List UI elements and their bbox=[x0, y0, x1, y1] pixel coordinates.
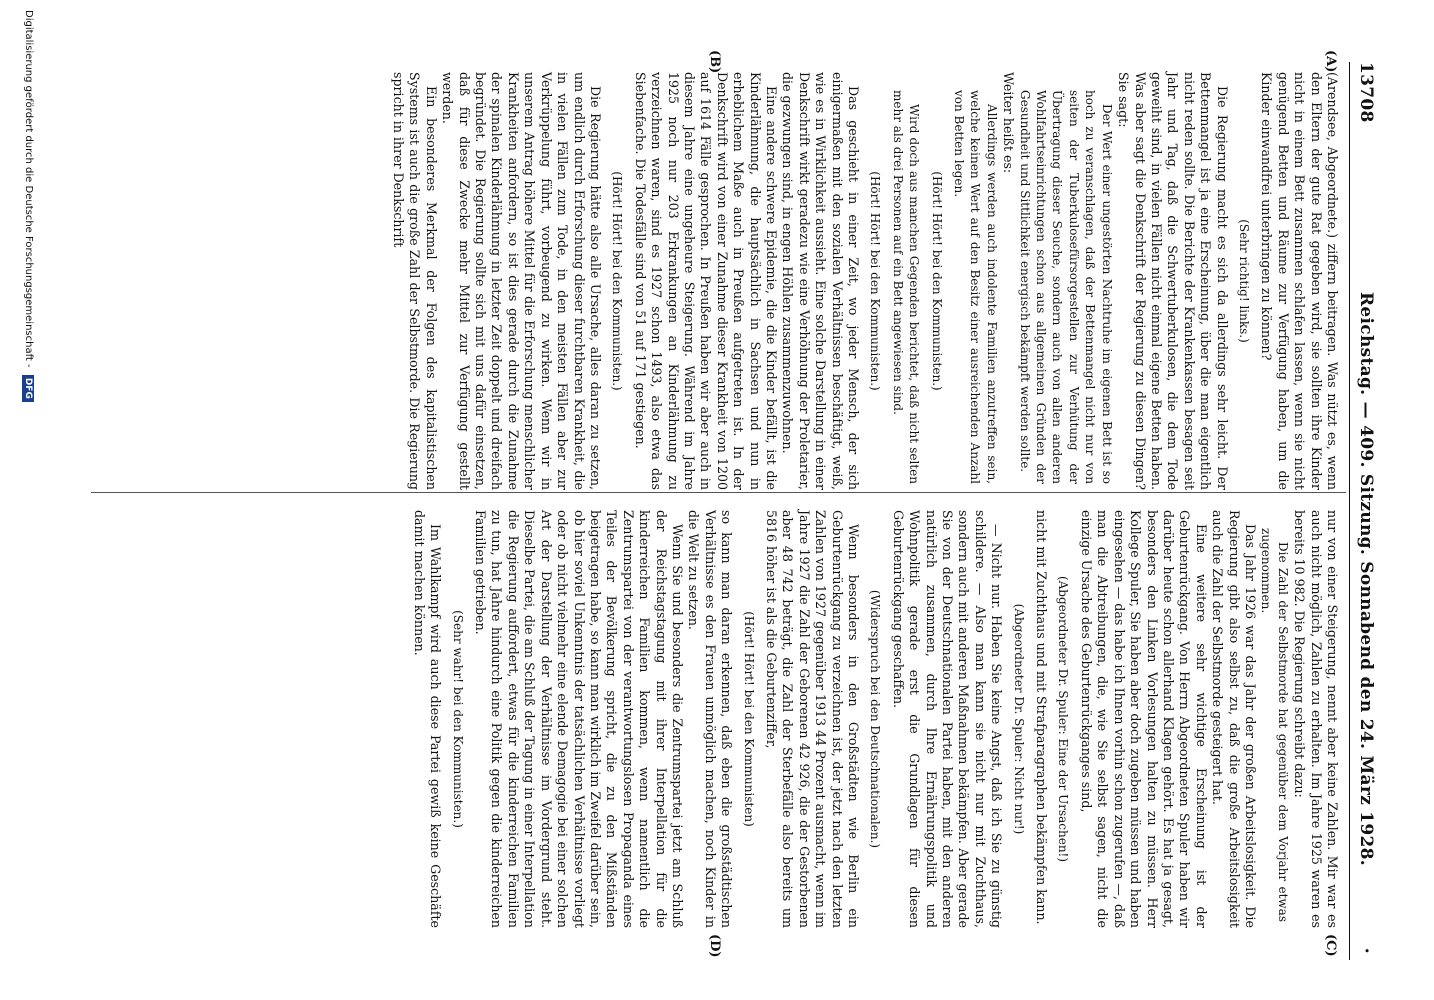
right-column bbox=[410, 510, 1340, 928]
interjection: (Abgeordneter Dr. Spuler: Nicht nur!) bbox=[1011, 603, 1026, 835]
paragraph: Ein besonderes Merkmal der Folgen des kapitalistischen Systems ist auch die große Zahl der Selbstmorde. Die Regierung spricht in ihrer Denkschrift bbox=[391, 72, 439, 490]
paragraph: Wenn Sie und besonders die Zentrumspartei jetzt am Schluß der Reichstagstagung mit ihrer Interpellation für die kinderreichen Familien kommen, wenn namentlich die Zentrumspartei von der verantwortungslosen Propaganda eines Teiles der Bevölkerung spricht, die zu den Mißständen beigetragen habe, so kann man wirklich im Zweifel darüber sein, ob hier soviel Unkenntnis der tatsächlichen Verhältnisse vorliegt oder ob nicht vielmehr eine elende Demagogie bei einer solchen Art der Darstellung der Verhältnisse im Vordergrund steht. Dieselbe Partei, die am Schluß der Tagung in einer Interpellation die Regierung auffordert, etwas für die kinderreichen Familien zu tun, hat Jahre hindurch eine Politik gegen die kinderreichen Familien getrieben. bbox=[473, 510, 685, 928]
header-dot: · bbox=[1356, 947, 1376, 954]
left-column bbox=[390, 72, 1340, 490]
interjection: (Sehr wahr! bei den Kommunisten.) bbox=[450, 610, 465, 828]
interjection: (Abgeordneter Dr. Spuler: Eine der Ursachen!) bbox=[1056, 575, 1071, 863]
column-divider bbox=[91, 492, 1346, 493]
page-header bbox=[1348, 62, 1384, 960]
margin-marker-b: (B) bbox=[707, 50, 722, 74]
paragraph: Wenn besonders in den Großstädten wie Berlin ein Geburtenrückgang zu verzeichnen ist, der jetzt nach den letzten Zahlen von 1927 gegenüber 1913 44 Prozent ausmacht, wenn im Jahre 1927 die Zahl der Geborenen 42 926, die der Gestorbenen aber 48 742 beträgt, die Zahl der Sterbefälle also bereits um 5816 höher ist als die Geburtenziffer, bbox=[764, 510, 862, 928]
paragraph: Das Jahr 1926 war das Jahr der großen Arbeitslosigkeit. Die Regierung gibt also selbst zu, daß die große Arbeitslosigkeit auch die Zahl der Selbstmorde gesteigert hat. bbox=[1210, 510, 1258, 928]
interjection: (Hört! Hört! bei den Kommunisten.) bbox=[868, 171, 883, 391]
paragraph: Die Regierung macht es sich da allerdings sehr leicht. Der Bettenmangel ist ja eine Erscheinung, über die man eigentlich nicht reden sollte. Die Berichte der Krankenkassen besagen seit Jahr und Tag, daß die Schwertuberkulosen, die dem Tode geweiht sind, in vielen Fällen nicht einmal eigene Betten haben. Was aber sagt die Denkschrift der Regierung zu diesen Dingen? Sie sagt: bbox=[1116, 72, 1230, 490]
quoted-passage: Wird doch aus manchen Gegenden berichtet, daß nicht selten mehr als drei Personen auf ein Bett angewiesen sind. bbox=[890, 90, 922, 484]
quoted-passage: Allerdings werden auch indolente Familien anzutreffen sein, welche keinen Wert auf den Besitz einer ausreichenden Anzahl von Betten legen. bbox=[952, 90, 999, 484]
credit-text: Digitalisierung gefördert durch die Deutsche Forschungsgemeinschaft - bbox=[23, 10, 34, 368]
quoted-passage: Der Wert einer ungestörten Nachtruhe im eigenen Bett ist so hoch zu veranschlagen, daß der Bettenmangel nicht nur von seiten der Tuberkulosefürsorgestellen zur Verhütung der Übertragung dieser Seuche, sondern auch von allen anderen Wohlfahrtseinrichtungen schon aus allgemeinen Gründen der Gesundheit und Sittlichkeit energisch bekämpft werden sollte. bbox=[1017, 90, 1114, 484]
paragraph: — Nicht nur. Haben Sie keine Angst, daß ich Sie zu günstig schildere. — Also man kann sie nicht nur mit Zuchthaus, sondern auch mit anderen Maßnahmen bekämpfen. Aber gerade Sie von der Deutschnationalen Partei haben, mit den anderen natürlich zusammen, durch Ihre Ernährungspolitik und Wohnpolitik gerade erst die Grundlagen für diesen Geburtenrückgang geschaffen. bbox=[890, 510, 1005, 928]
margin-marker-c: (C) bbox=[1323, 934, 1338, 957]
session-title: Reichstag. — 409. Sitzung. Sonnabend den 24. März 1928. bbox=[1356, 292, 1376, 866]
interjection: (Sehr richtig! links.) bbox=[1236, 219, 1251, 343]
dfg-logo-badge: DFG bbox=[22, 375, 34, 402]
header-rule bbox=[1349, 62, 1350, 960]
paragraph: so kann man daran erkennen, daß eben die großstädtischen Verhältnisse es den Frauen unmöglich machen, noch Kinder in die Welt zu setzen. bbox=[686, 510, 735, 928]
interjection: (Widerspruch bei den Deutschnationalen.) bbox=[868, 589, 883, 849]
paragraph: Die Regierung hätte also alle Ursache, alles daran zu setzen, um endlich durch Erforschung dieser furchtbaren Krankheit, die in vielen Fällen zum Tode, in den meisten Fällen aber zur Verkrüppelung führt, vorbeugend zu wirken. Wenn wir in unserem Antrag höhere Mittel für die Erforschung menschlicher Krankheiten anfordern, so ist dies gerade durch die Zunahme der spinalen Kinderlähmung in letzter Zeit doppelt und dreifach begründet. Die Regierung sollte sich mit uns dafür einsetzen, daß für diese Zwecke mehr Mittel zur Verfügung gestellt werden. bbox=[440, 72, 603, 490]
paragraph: nur von einer Steigerung, nennt aber keine Zahlen. Mir war es auch nicht möglich, Zahlen zu erhalten. Im Jahre 1925 waren es bereits 10 982. Die Regierung schreibt dazu: bbox=[1292, 510, 1340, 928]
paragraph: Eine weitere sehr wichtige Erscheinung ist der Geburtenrückgang. Von Herrn Abgeordneten Spuler haben wir darüber heute schon allerhand Klagen gehört. Es hat ja gesagt, besonders den Linken Vorlesungen halten zu müssen. Herr Kollege Spuler, Sie haben aber doch zugeben müssen und haben eingesehen — das habe ich Ihnen vorhin schon zugerufen —, daß man die Abtreibungen, die, wie Sie selbst sagen, nicht die einzige Ursache des Geburtenrückganges sind, bbox=[1078, 510, 1209, 928]
paragraph: Weiter heißt es: bbox=[1001, 72, 1017, 174]
page-number: 13708 bbox=[1356, 62, 1376, 123]
interjection: (Hört! Hört! bei den Kommunisten) bbox=[741, 611, 756, 827]
interjection: (Hört! Hört! bei den Kommunisten.) bbox=[610, 171, 625, 391]
paragraph: Das geschieht in einer Zeit, wo jeder Mensch, der sich einigermaßen mit den sozialen Verhältnissen beschäftigt, weiß, wie es in Wirklichkeit aussieht. Eine solche Darstellung in einer Denkschrift wirkt geradezu wie eine Verhöhnung der Proletarier, die gezwungen sind, in engen Höhlen zusammenzuwohnen. bbox=[780, 72, 862, 490]
digitization-credit bbox=[22, 10, 34, 990]
paragraph: (Arendsee, Abgeordnete.) ziffern beitragen. Was nützt es, wenn den Eltern der gute Rat gegeben wird, sie sollten ihre Kinder nicht in einem Bett zusammen schlafen lassen, wenn sie nicht genügend Betten und Räume zur Verfügung haben, um die Kinder einwandfrei unterbringen zu können? bbox=[1259, 72, 1340, 490]
margin-marker-d: (D) bbox=[707, 934, 722, 958]
margin-marker-a: (A) bbox=[1323, 50, 1338, 73]
paragraph: nicht mit Zuchthaus und mit Strafparagraphen bekämpfen kann. bbox=[1034, 510, 1050, 925]
quoted-passage: Die Zahl der Selbstmorde hat gegenüber dem Vorjahr etwas zugenommen. bbox=[1259, 528, 1290, 922]
interjection: (Hört! Hört! bei den Kommunisten.) bbox=[929, 171, 944, 391]
paragraph: Eine andere schwere Epidemie, die die Kinder befällt, ist die Kinderlähmung, die hauptsächlich in Sachsen und nun in erheblichem Maße auch in Preußen aufgetreten ist. In der Denkschrift wird von einer Zunahme dieser Krankheit von 1200 auf 1614 Fälle gesprochen. In Preußen haben wir aber auch in diesem Jahre eine ungeheure Steigerung. Während im Jahre 1925 noch nur 203 Erkrankungen an Kinderlähmung zu verzeichnen waren, sind es 1927 schon 1493, also etwa das Siebenfache. Die Todesfälle sind von 51 auf 171 gestiegen. bbox=[632, 72, 779, 490]
paragraph: Im Wahlkampf wird auch diese Partei gewiß keine Geschäfte damit machen können. bbox=[411, 510, 444, 928]
